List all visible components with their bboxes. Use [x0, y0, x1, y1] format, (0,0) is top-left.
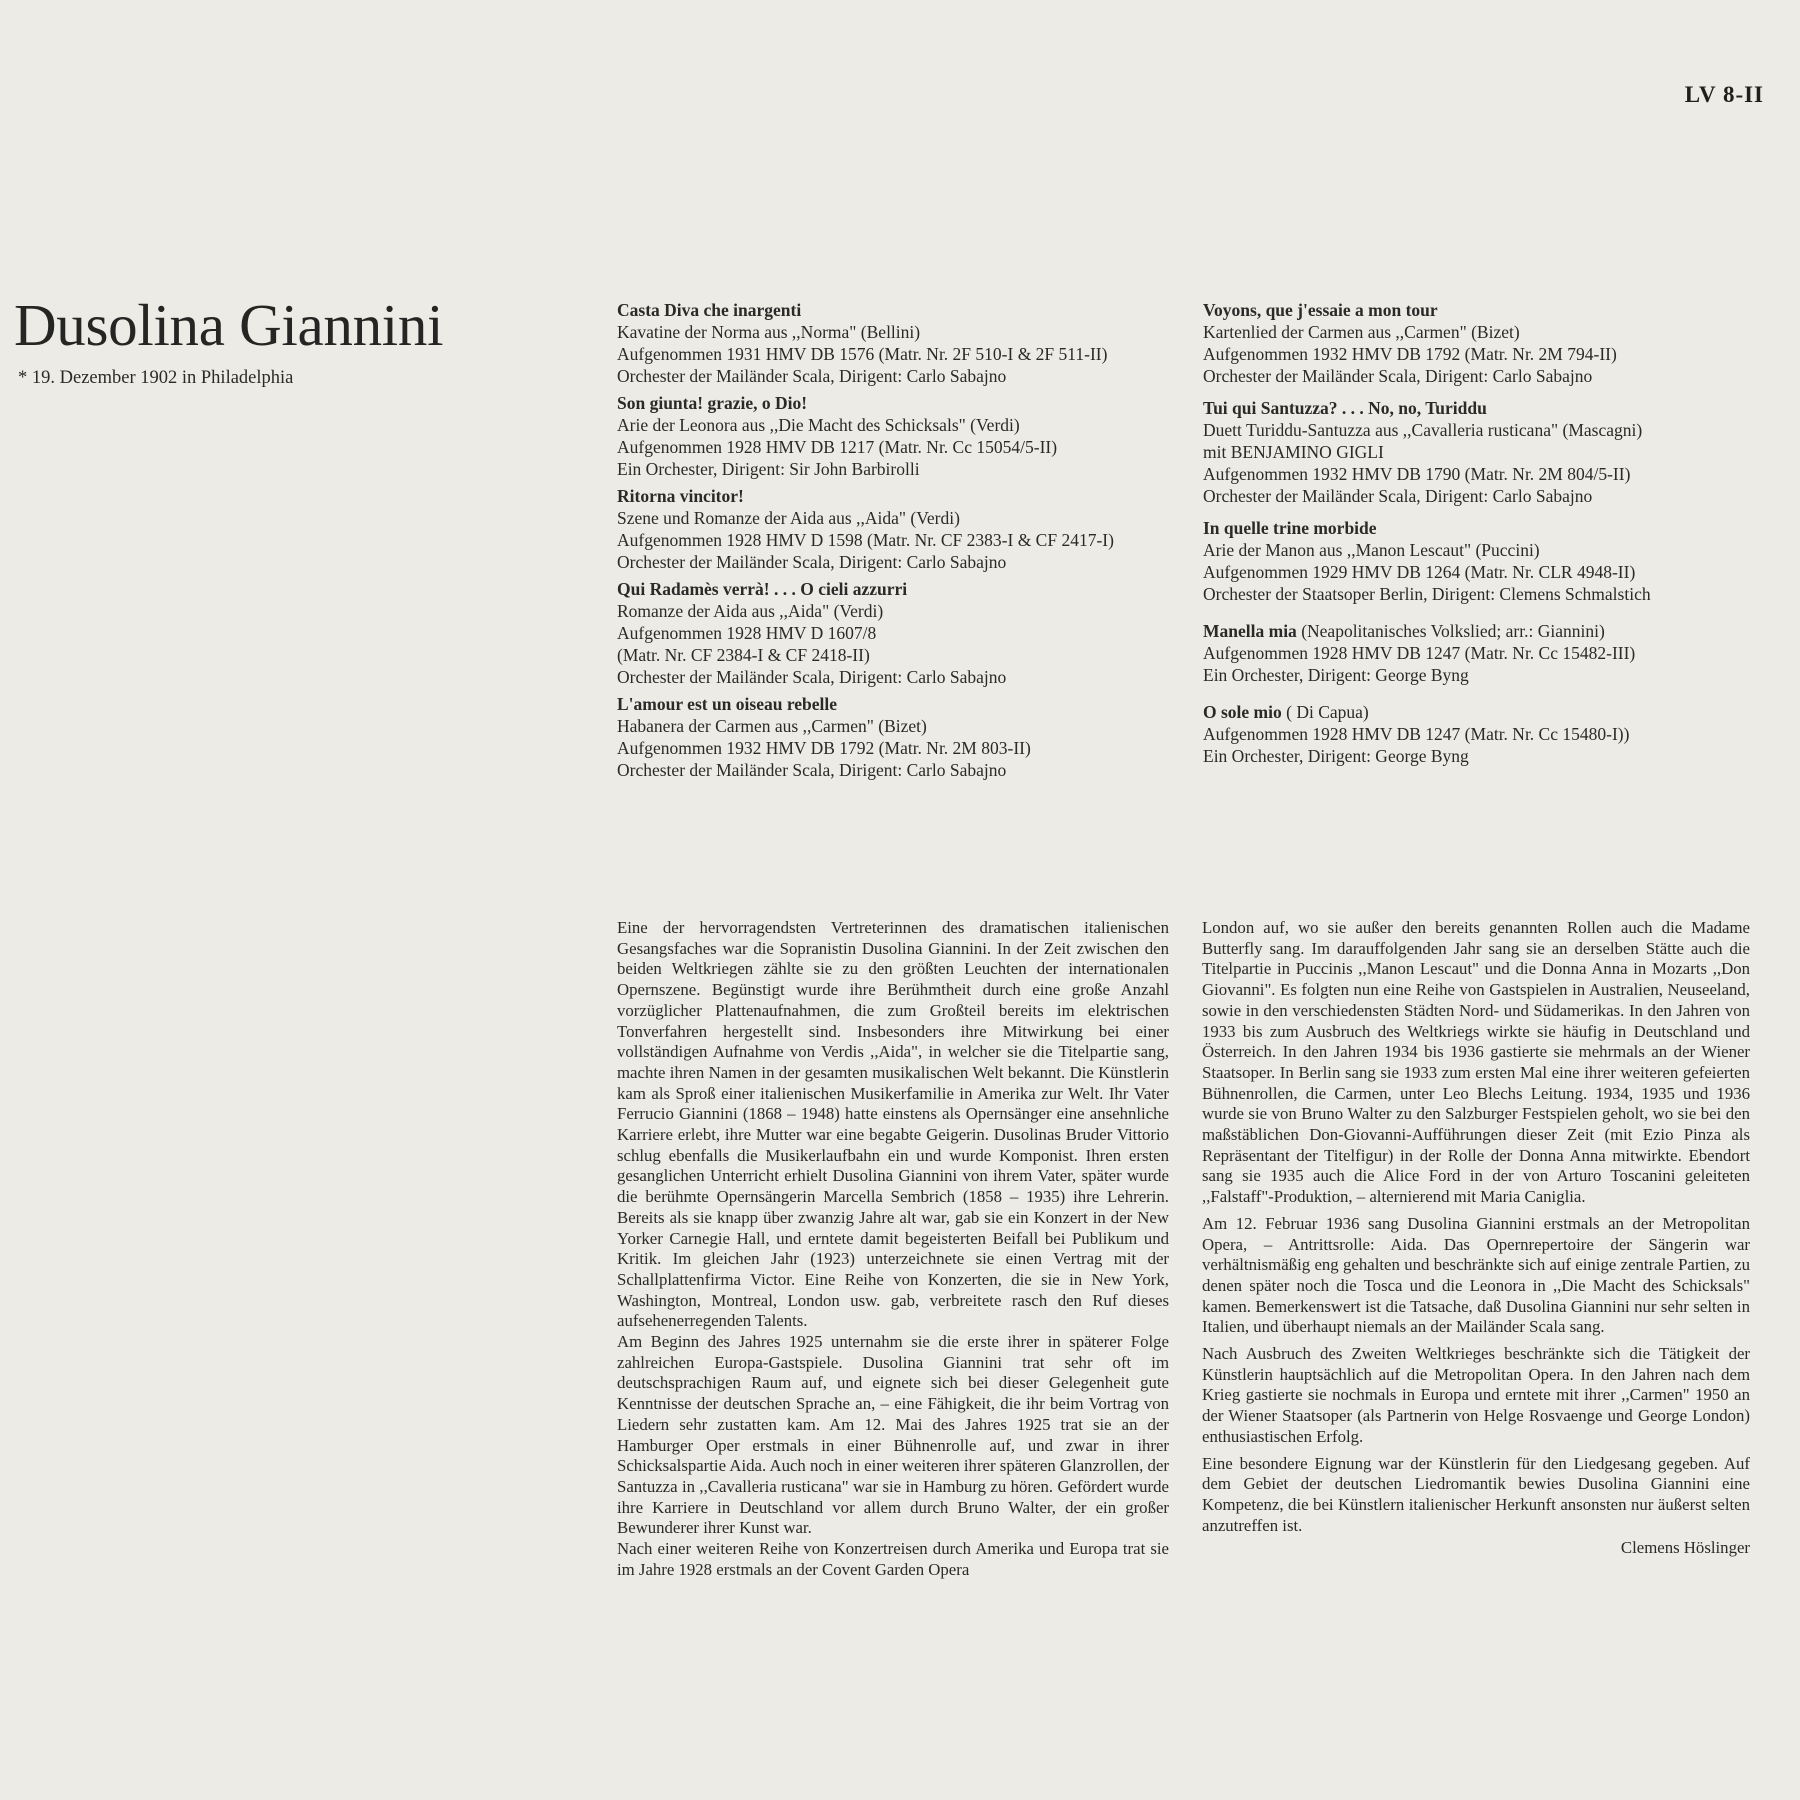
birth-date: * 19. Dezember 1902 in Philadelphia: [18, 368, 294, 388]
track-line: Duett Turiddu-Santuzza aus ,,Cavalleria rusticana" (Mascagni): [1203, 420, 1643, 440]
track-line: Aufgenommen 1928 HMV DB 1247 (Matr. Nr. Cc 15482-III): [1203, 643, 1636, 663]
track: [1203, 518, 1783, 605]
track-line: Szene und Romanze der Aida aus ,,Aida" (Verdi): [617, 508, 960, 528]
track-title: Qui Radamès verrà! . . . O cieli azzurri: [617, 579, 908, 599]
track-line: (Matr. Nr. CF 2384-I & CF 2418-II): [617, 645, 870, 665]
track-list-right: [1203, 300, 1783, 773]
bio-paragraph: London auf, wo sie außer den bereits genannten Rollen auch die Madame Butterfly sang. Im darauffolgenden Jahr sang sie an derselben Stätte auch die Titelpartie in Puccinis ,,Manon Lescaut" und die Donna Anna in Mozarts ,,Don Giovanni". Es folgten nun eine Reihe von Gastspielen in Australien, Neuseeland, sowie in den verschiedensten Städten Nord- und Südamerikas. In den Jahren von 1933 bis zum Ausbruch des Weltkriegs wirkte sie häufig in Deutschland und Österreich. In den Jahren 1934 bis 1936 gastierte sie mehrmals an der Wiener Staatsoper. In Berlin sang sie 1933 zum ersten Mal eine ihrer weiteren gefeierten Bühnenrollen, die Carmen, unter Leo Blechs Leitung. 1934, 1935 und 1936 wurde sie von Bruno Walter zu den Salzburger Festspielen geholt, wo sie bei den maßstäblichen Don-Giovanni-Aufführungen dieser Zeit (mit Ezio Pinza als Repräsentant der Titelfigur) in der Rolle der Donna Anna mitwirkte. Ebendort sang sie 1935 auch die Alice Ford in der von Arturo Toscanini geleiteten ,,Falstaff"-Produktion, – alternierend mit Maria Caniglia.: [1202, 918, 1750, 1207]
track-line: Aufgenommen 1928 HMV D 1598 (Matr. Nr. CF 2383-I & CF 2417-I): [617, 530, 1114, 550]
track-title: Voyons, que j'essaie a mon tour: [1203, 300, 1438, 320]
track-title: In quelle trine morbide: [1203, 518, 1377, 538]
track-line: Orchester der Staatsoper Berlin, Dirigent: Clemens Schmalstich: [1203, 584, 1651, 604]
track-line: Ein Orchester, Dirigent: Sir John Barbirolli: [617, 459, 920, 479]
track-line: Orchester der Mailänder Scala, Dirigent: Carlo Sabajno: [617, 667, 1007, 687]
track-line: Ein Orchester, Dirigent: George Byng: [1203, 665, 1469, 685]
track-line: Habanera der Carmen aus ,,Carmen" (Bizet): [617, 716, 927, 736]
track-title: Casta Diva che inargenti: [617, 300, 802, 320]
track: [1203, 621, 1783, 686]
track-list-left: [617, 300, 1177, 787]
track-line: Orchester der Mailänder Scala, Dirigent: Carlo Sabajno: [617, 366, 1007, 386]
catalog-number: LV 8-II: [1684, 82, 1764, 107]
track-title-row: [1203, 621, 1783, 642]
track-title: Manella mia: [1203, 621, 1297, 641]
track-line: Orchester der Mailänder Scala, Dirigent: Carlo Sabajno: [617, 552, 1007, 572]
track-line: Aufgenommen 1932 HMV DB 1790 (Matr. Nr. 2M 804/5-II): [1203, 464, 1631, 484]
bio-paragraph: Am Beginn des Jahres 1925 unternahm sie die erste ihrer in späterer Folge zahlreichen Europa-Gastspiele. Dusolina Giannini trat sehr oft im deutschsprachigen Raum auf, und eignete sich bei dieser Gelegenheit gute Kenntnisse der deutschen Sprache an, – eine Fähigkeit, die ihr beim Vortrag von Liedern sehr zustatten kam. Am 12. Mai des Jahres 1925 trat sie an der Hamburger Oper erstmals in einer Bühnenrolle auf, und zwar in ihrer Schicksalspartie Aida. Auch noch in einer weiteren ihrer späteren Glanzrollen, der Santuzza in ,,Cavalleria rusticana" war sie in Hamburg zu hören. Gefördert wurde ihre Karriere in Deutschland vor allem durch Bruno Walter, der ein großer Bewunderer ihrer Kunst war.: [617, 1332, 1169, 1538]
track-line: Aufgenommen 1928 HMV DB 1217 (Matr. Nr. Cc 15054/5-II): [617, 437, 1058, 457]
bio-paragraph: Eine besondere Eignung war der Künstlerin für den Liedgesang gegeben. Auf dem Gebiet der deutschen Liedromantik bewies Dusolina Giannini eine Kompetenz, die bei Künstlern italienischer Herkunft ansonsten nur äußerst selten anzutreffen ist.: [1202, 1453, 1750, 1535]
track-title-suffix: (Neapolitanisches Volkslied; arr.: Giannini): [1296, 621, 1605, 641]
track: [617, 486, 1177, 573]
bio-paragraph: Eine der hervorragendsten Vertreterinnen des dramatischen italienischen Gesangsfaches war die Sopranistin Dusolina Giannini. In der Zeit zwischen den beiden Weltkriegen zählte sie zu den größten Leuchten der internationalen Opernszene. Begünstigt wurde ihre Berühmtheit durch eine große Anzahl vorzüglicher Plattenaufnahmen, die zum Großteil bereits im elektrischen Tonverfahren hergestellt sind. Insbesonders ihre Mitwirkung bei einer vollständigen Aufnahme von Verdis ,,Aida", in welcher sie die Titelpartie sang, machte ihren Namen in der gesamten musikalischen Welt bekannt. Die Künstlerin kam als Sproß einer italienischen Musikerfamilie in Amerika zur Welt. Ihr Vater Ferrucio Giannini (1868 – 1948) hatte einstens als Opernsänger eine ansehnliche Karriere erlebt, ihre Mutter war eine begabte Geigerin. Dusolinas Bruder Vittorio schlug ebenfalls die Musikerlaufbahn ein und wurde Komponist. Ihren ersten gesanglichen Unterricht erhielt Dusolina Giannini von ihrem Vater, später wurde die berühmte Opernsängerin Marcella Sembrich (1858 – 1935) ihre Lehrerin. Bereits als sie knapp über zwanzig Jahre alt war, gab sie ein Konzert in der New Yorker Carnegie Hall, und erntete damit begeisterten Beifall bei Publikum und Kritik. Im gleichen Jahr (1923) unterzeichnete sie einen Vertrag mit der Schallplattenfirma Victor. Eine Reihe von Konzerten, die sie in New York, Washington, Montreal, London usw. gab, verbreitete rasch den Ruf dieses aufsehenerregenden Talents.: [617, 918, 1169, 1331]
track-line: Aufgenommen 1928 HMV DB 1247 (Matr. Nr. Cc 15480-I)): [1203, 724, 1630, 744]
track: [1203, 398, 1783, 507]
biography-right: [1202, 918, 1750, 1559]
track-title-suffix: ( Di Capua): [1281, 702, 1369, 722]
artist-name: Dusolina Giannini: [14, 292, 444, 358]
track-line: Kavatine der Norma aus ,,Norma" (Bellini): [617, 322, 921, 342]
bio-paragraph: Nach einer weiteren Reihe von Konzertreisen durch Amerika und Europa trat sie im Jahre 1928 erstmals an der Covent Garden Opera: [617, 1539, 1169, 1579]
track-line: Romanze der Aida aus ,,Aida" (Verdi): [617, 601, 884, 621]
track-line: Orchester der Mailänder Scala, Dirigent: Carlo Sabajno: [617, 760, 1007, 780]
track-line: Aufgenommen 1929 HMV DB 1264 (Matr. Nr. CLR 4948-II): [1203, 562, 1636, 582]
track-line: Arie der Manon aus ,,Manon Lescaut" (Puccini): [1203, 540, 1540, 560]
track-line: Aufgenommen 1932 HMV DB 1792 (Matr. Nr. 2M 794-II): [1203, 344, 1617, 364]
track-title: Tui qui Santuzza? . . . No, no, Turiddu: [1203, 398, 1487, 418]
track-line: Aufgenommen 1932 HMV DB 1792 (Matr. Nr. 2M 803-II): [617, 738, 1031, 758]
track-line: Aufgenommen 1931 HMV DB 1576 (Matr. Nr. 2F 510-I & 2F 511-II): [617, 344, 1108, 364]
track: [1203, 702, 1783, 767]
track-title: O sole mio: [1203, 702, 1282, 722]
track: [617, 300, 1177, 387]
bio-paragraph: Am 12. Februar 1936 sang Dusolina Giannini erstmals an der Metropolitan Opera, – Antrittsrolle: Aida. Das Opernrepertoire der Sängerin war verhältnismäßig eng gehalten und beschränkte sich auf einige zentrale Partien, zu denen später noch die Tosca und die Leonora in ,,Die Macht des Schicksals" kamen. Bemerkenswert ist die Tatsache, daß Dusolina Giannini nur sehr selten in Italien, und überhaupt niemals an der Mailänder Scala sang.: [1202, 1213, 1750, 1337]
track: [617, 579, 1177, 688]
bio-paragraph: Nach Ausbruch des Zweiten Weltkrieges beschränkte sich die Tätigkeit der Künstlerin hauptsächlich auf die Metropolitan Opera. In den Jahren nach dem Krieg gastierte sie nochmals in Europa und erntete mit ihrer ,,Carmen" 1950 an der Wiener Staatsoper (als Partnerin von Helge Rosvaenge und George London) enthusiastischen Erfolg.: [1202, 1344, 1750, 1446]
track-title: Ritorna vincitor!: [617, 486, 744, 506]
track-title: L'amour est un oiseau rebelle: [617, 694, 838, 714]
track-line: Orchester der Mailänder Scala, Dirigent: Carlo Sabajno: [1203, 366, 1593, 386]
track-line: Aufgenommen 1928 HMV D 1607/8: [617, 623, 877, 643]
track-title: Son giunta! grazie, o Dio!: [617, 393, 808, 413]
track: [617, 694, 1177, 781]
author-signature: Clemens Höslinger: [1620, 1538, 1750, 1558]
track-line: Orchester der Mailänder Scala, Dirigent: Carlo Sabajno: [1203, 486, 1593, 506]
track-line: Kartenlied der Carmen aus ,,Carmen" (Bizet): [1203, 322, 1520, 342]
track: [1203, 300, 1783, 387]
biography-left: [617, 918, 1169, 1581]
track-title-row: [1203, 702, 1783, 723]
track-line: mit BENJAMINO GIGLI: [1203, 442, 1384, 462]
track: [617, 393, 1177, 480]
track-line: Ein Orchester, Dirigent: George Byng: [1203, 746, 1469, 766]
track-line: Arie der Leonora aus ,,Die Macht des Schicksals" (Verdi): [617, 415, 1020, 435]
